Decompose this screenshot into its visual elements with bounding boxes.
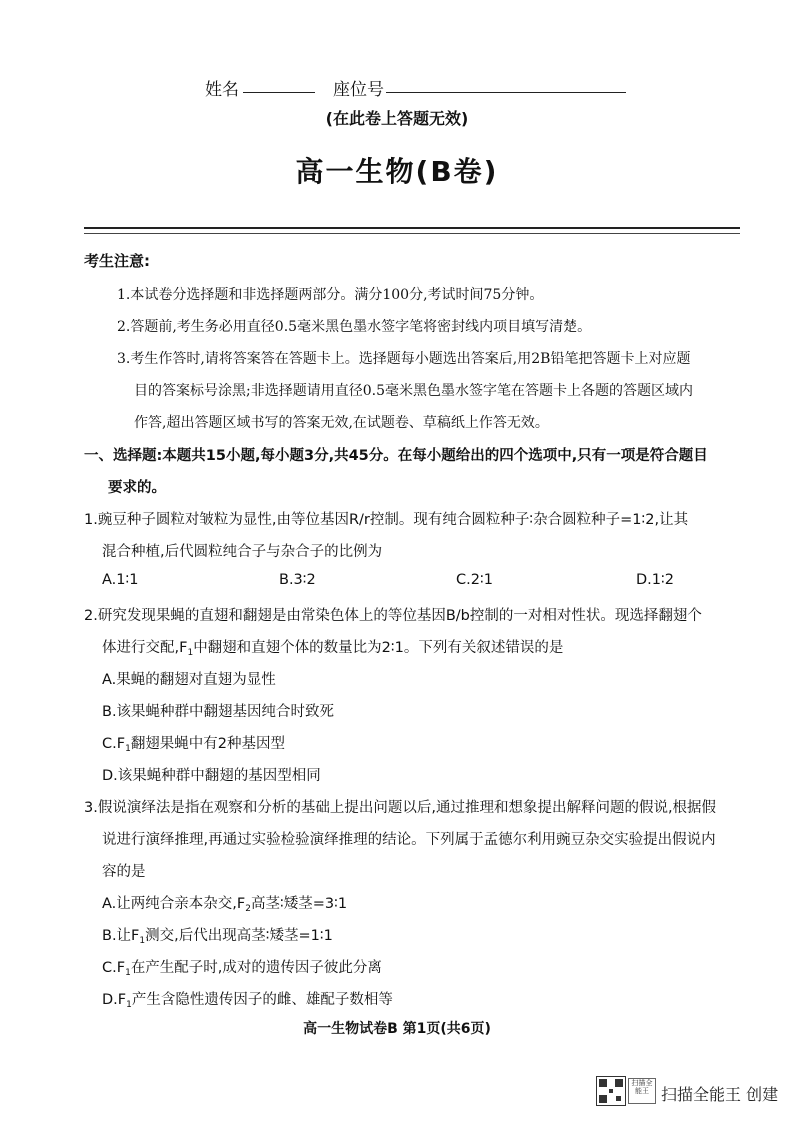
q3b-sub: 1 bbox=[139, 936, 146, 946]
question-3-option-d[interactable] bbox=[102, 988, 393, 1010]
question-2-stem: 2.研究发现果蝇的直翅和翻翅是由常染色体上的等位基因B/b控制的一对相对性状。现选择翻翅个 bbox=[84, 608, 702, 624]
student-info-row bbox=[0, 72, 794, 102]
question-3-option-b[interactable] bbox=[102, 924, 333, 946]
question-1-option-c[interactable]: C.2∶1 bbox=[456, 572, 493, 588]
q3c-sub: 1 bbox=[125, 968, 131, 978]
question-1-option-d[interactable]: D.1∶2 bbox=[636, 572, 674, 588]
notice-item: 目的答案标号涂黑;非选择题请用直径0.5毫米黑色墨水签字笔在答题卡上各题的答题区域内 bbox=[134, 383, 693, 399]
question-2-stem-cont bbox=[102, 636, 563, 658]
name-blank[interactable] bbox=[243, 92, 315, 93]
question-3-stem-cont: 说进行演绎推理,再通过实验检验演绎推理的结论。下列属于孟德尔利用豌豆杂交实验提出假说内 bbox=[102, 832, 716, 848]
question-2-option-b[interactable]: B.该果蝇种群中翻翅基因纯合时致死 bbox=[102, 704, 335, 720]
scanner-logo-icon: 扫描全能王 bbox=[628, 1078, 656, 1104]
q2c-sub: 1 bbox=[125, 744, 131, 754]
section-heading: 一、选择题:本题共15小题,每小题3分,共45分。在每小题给出的四个选项中,只有一项是符合题目 bbox=[84, 448, 708, 464]
question-2-option-a[interactable]: A.果蝇的翻翅对直翅为显性 bbox=[102, 672, 276, 688]
q3a-sub: 2 bbox=[245, 904, 251, 914]
question-3-option-c[interactable] bbox=[102, 956, 382, 978]
question-3-stem-cont2: 容的是 bbox=[102, 864, 146, 880]
question-3-stem: 3.假说演绎法是指在观察和分析的基础上提出问题以后,通过推理和想象提出解释问题的假说,根据假 bbox=[84, 800, 717, 816]
q3a-pre: A.让两纯合亲本杂交,F bbox=[102, 896, 246, 912]
invalid-note: (在此卷上答题无效) bbox=[325, 109, 469, 128]
question-1-stem-cont: 混合种植,后代圆粒纯合子与杂合子的比例为 bbox=[102, 544, 383, 560]
name-label: 姓名 bbox=[205, 80, 239, 100]
q3c-post: 在产生配子时,成对的遗传因子彼此分离 bbox=[130, 960, 382, 976]
question-1-stem: 1.豌豆种子圆粒对皱粒为显性,由等位基因R/r控制。现有纯合圆粒种子∶杂合圆粒种子=1∶2,让其 bbox=[84, 512, 689, 528]
q2c-post: 翻翅果蝇中有2种基因型 bbox=[130, 736, 286, 752]
q2c-pre: C.F bbox=[102, 736, 126, 752]
notice-title: 考生注意: bbox=[84, 252, 150, 270]
divider-thin bbox=[84, 233, 740, 234]
q2-text-post: 中翻翅和直翅个体的数量比为2∶1。下列有关叙述错误的是 bbox=[193, 640, 564, 656]
page-title: 高一生物(B卷) bbox=[295, 155, 499, 188]
section-heading-cont: 要求的。 bbox=[108, 480, 166, 496]
scanner-watermark: 扫描全能王 创建 bbox=[661, 1085, 779, 1104]
seat-label: 座位号 bbox=[333, 80, 384, 100]
question-2-option-d[interactable]: D.该果蝇种群中翻翅的基因型相同 bbox=[102, 768, 321, 784]
q3c-pre: C.F bbox=[102, 960, 126, 976]
notice-item: 作答,超出答题区域书写的答案无效,在试题卷、草稿纸上作答无效。 bbox=[134, 415, 549, 431]
question-2-option-c[interactable] bbox=[102, 732, 285, 754]
q3a-post: 高茎∶矮茎=3∶1 bbox=[250, 896, 348, 912]
question-3-option-a[interactable] bbox=[102, 892, 347, 914]
q2-subscript: 1 bbox=[187, 648, 194, 658]
seat-blank[interactable] bbox=[386, 92, 626, 93]
q3b-post: 测交,后代出现高茎∶矮茎=1∶1 bbox=[145, 928, 333, 944]
q3d-pre: D.F bbox=[102, 992, 127, 1008]
notice-item: 3.考生作答时,请将答案答在答题卡上。选择题每小题选出答案后,用2B铅笔把答题卡上对应题 bbox=[117, 351, 691, 367]
q2-text-pre: 体进行交配,F bbox=[102, 640, 188, 656]
question-1-option-a[interactable]: A.1∶1 bbox=[102, 572, 139, 588]
q3d-post: 产生含隐性遗传因子的雌、雄配子数相等 bbox=[131, 992, 393, 1008]
qr-code-icon bbox=[596, 1076, 626, 1106]
divider-thick bbox=[84, 227, 740, 229]
q3d-sub: 1 bbox=[126, 1000, 132, 1010]
notice-item: 2.答题前,考生务必用直径0.5毫米黑色墨水签字笔将密封线内项目填写清楚。 bbox=[117, 319, 592, 335]
q3b-pre: B.让F bbox=[102, 928, 140, 944]
page-footer: 高一生物试卷B 第1页(共6页) bbox=[303, 1021, 491, 1037]
question-1-option-b[interactable]: B.3∶2 bbox=[279, 572, 316, 588]
notice-item: 1.本试卷分选择题和非选择题两部分。满分100分,考试时间75分钟。 bbox=[117, 287, 544, 303]
